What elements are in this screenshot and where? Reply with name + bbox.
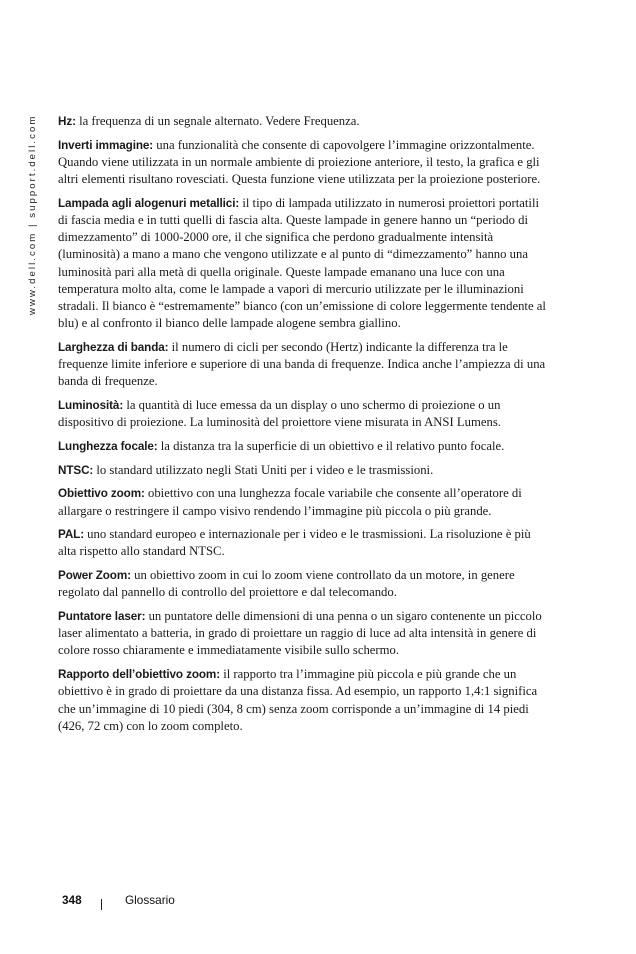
glossary-entry xyxy=(58,462,552,479)
glossary-definition: obiettivo con una lunghezza focale variabile che consente all’operatore di allargare o restringere il campo visivo rendendo l’immagine più piccola o più grande. xyxy=(58,486,522,518)
glossary-entry xyxy=(58,113,552,130)
footer-divider xyxy=(101,899,102,910)
glossary-entry xyxy=(58,397,552,431)
glossary-term: Rapporto dell’obiettivo zoom: xyxy=(58,668,221,682)
glossary-definition: un puntatore delle dimensioni di una penna o un sigaro contenente un piccolo laser alimentato a batteria, in grado di proiettare un raggio di luce ad alta intensità in genere di colore rosso chiaramente e immediatamente visibile sullo schermo. xyxy=(58,609,542,658)
glossary-entry xyxy=(58,339,552,391)
glossary-definition: uno standard europeo e internazionale per i video e le trasmissioni. La risoluzione è più alta rispetto allo standard NTSC. xyxy=(58,527,531,559)
glossary-term: Luminosità: xyxy=(58,399,124,413)
glossary-entry xyxy=(58,666,552,735)
glossary-entry xyxy=(58,137,552,189)
glossary-entry xyxy=(58,485,552,519)
glossary-content xyxy=(58,113,552,742)
glossary-definition: il tipo di lampada utilizzato in numerosi proiettori portatili di fascia media e in tutti quelli di fascia alta. Queste lampade in genere hanno un “periodo di dimezzamento” di 1000-2000 ore, il che significa che perdono gradualmente intensità (luminosità) a mano a mano che vengono utilizzate e al punto di “dimezzamento” hanno una luminosità pari alla metà di quella originale. Queste lampade emanano una luce con una temperatura molto alta, come le lampade a vapori di mercurio utilizzate per le illuminazioni stradali. Il bianco è “estremamente” bianco (con un’emissione di colore leggermente tendente al blu) e al confronto il bianco delle lampade alogene sembra giallino. xyxy=(58,195,546,331)
glossary-term: Inverti immagine: xyxy=(58,138,154,152)
glossary-definition: la quantità di luce emessa da un display o uno schermo di proiezione o un dispositivo di proiezione. La luminosità del proiettore viene misurata in ANSI Lumens. xyxy=(58,398,501,430)
glossary-entry xyxy=(58,438,552,455)
glossary-entry xyxy=(58,195,552,333)
glossary-term: Puntatore laser: xyxy=(58,610,146,624)
glossary-term: PAL: xyxy=(58,528,84,542)
glossary-term: Lunghezza focale: xyxy=(58,439,158,453)
glossary-term: Obiettivo zoom: xyxy=(58,487,145,501)
section-title: Glossario xyxy=(125,893,175,907)
glossary-term: Larghezza di banda: xyxy=(58,340,169,354)
glossary-term: Hz: xyxy=(58,115,76,128)
side-url: www.dell.com | support.dell.com xyxy=(27,115,38,316)
glossary-entry xyxy=(58,526,552,560)
glossary-entry xyxy=(58,608,552,660)
glossary-term: NTSC: xyxy=(58,463,94,477)
glossary-definition: la distanza tra la superficie di un obiettivo e il relativo punto focale. xyxy=(157,438,505,453)
glossary-definition: lo standard utilizzato negli Stati Uniti per i video e le trasmissioni. xyxy=(93,462,434,477)
glossary-definition: il numero di cicli per secondo (Hertz) indicante la differenza tra le frequenze limite inferiore e superiore di una banda di frequenze. Indica anche l’ampiezza di una banda di frequenze. xyxy=(58,339,546,389)
glossary-definition: il rapporto tra l’immagine più piccola e più grande che un obiettivo è in grado di proiettare da una distanza fissa. Ad esempio, un rapporto 1,4:1 significa che un’immagine di 10 piedi (304, 8 cm) senza zoom corrisponde a un’immagine di 14 piedi (426, 72 cm) con lo zoom completo. xyxy=(58,667,538,733)
glossary-term: Power Zoom: xyxy=(58,569,131,583)
glossary-definition: una funzionalità che consente di capovolgere l’immagine orizzontalmente. Quando viene utilizzata in un normale ambiente di proiezione anteriore, il testo, la grafica e gli altri elementi risultano rovesciati. Questa funzione viene utilizzata per la proiezione posteriore. xyxy=(58,137,541,187)
glossary-term: Lampada agli alogenuri metallici: xyxy=(58,196,240,210)
glossary-entry xyxy=(58,567,552,601)
glossary-definition: la frequenza di un segnale alternato. Vedere Frequenza. xyxy=(75,114,360,128)
glossary-definition: un obiettivo zoom in cui lo zoom viene controllato da un motore, in genere regolato dal pannello di controllo del proiettore e dal telecomando. xyxy=(58,568,515,600)
page-number: 348 xyxy=(62,893,82,907)
